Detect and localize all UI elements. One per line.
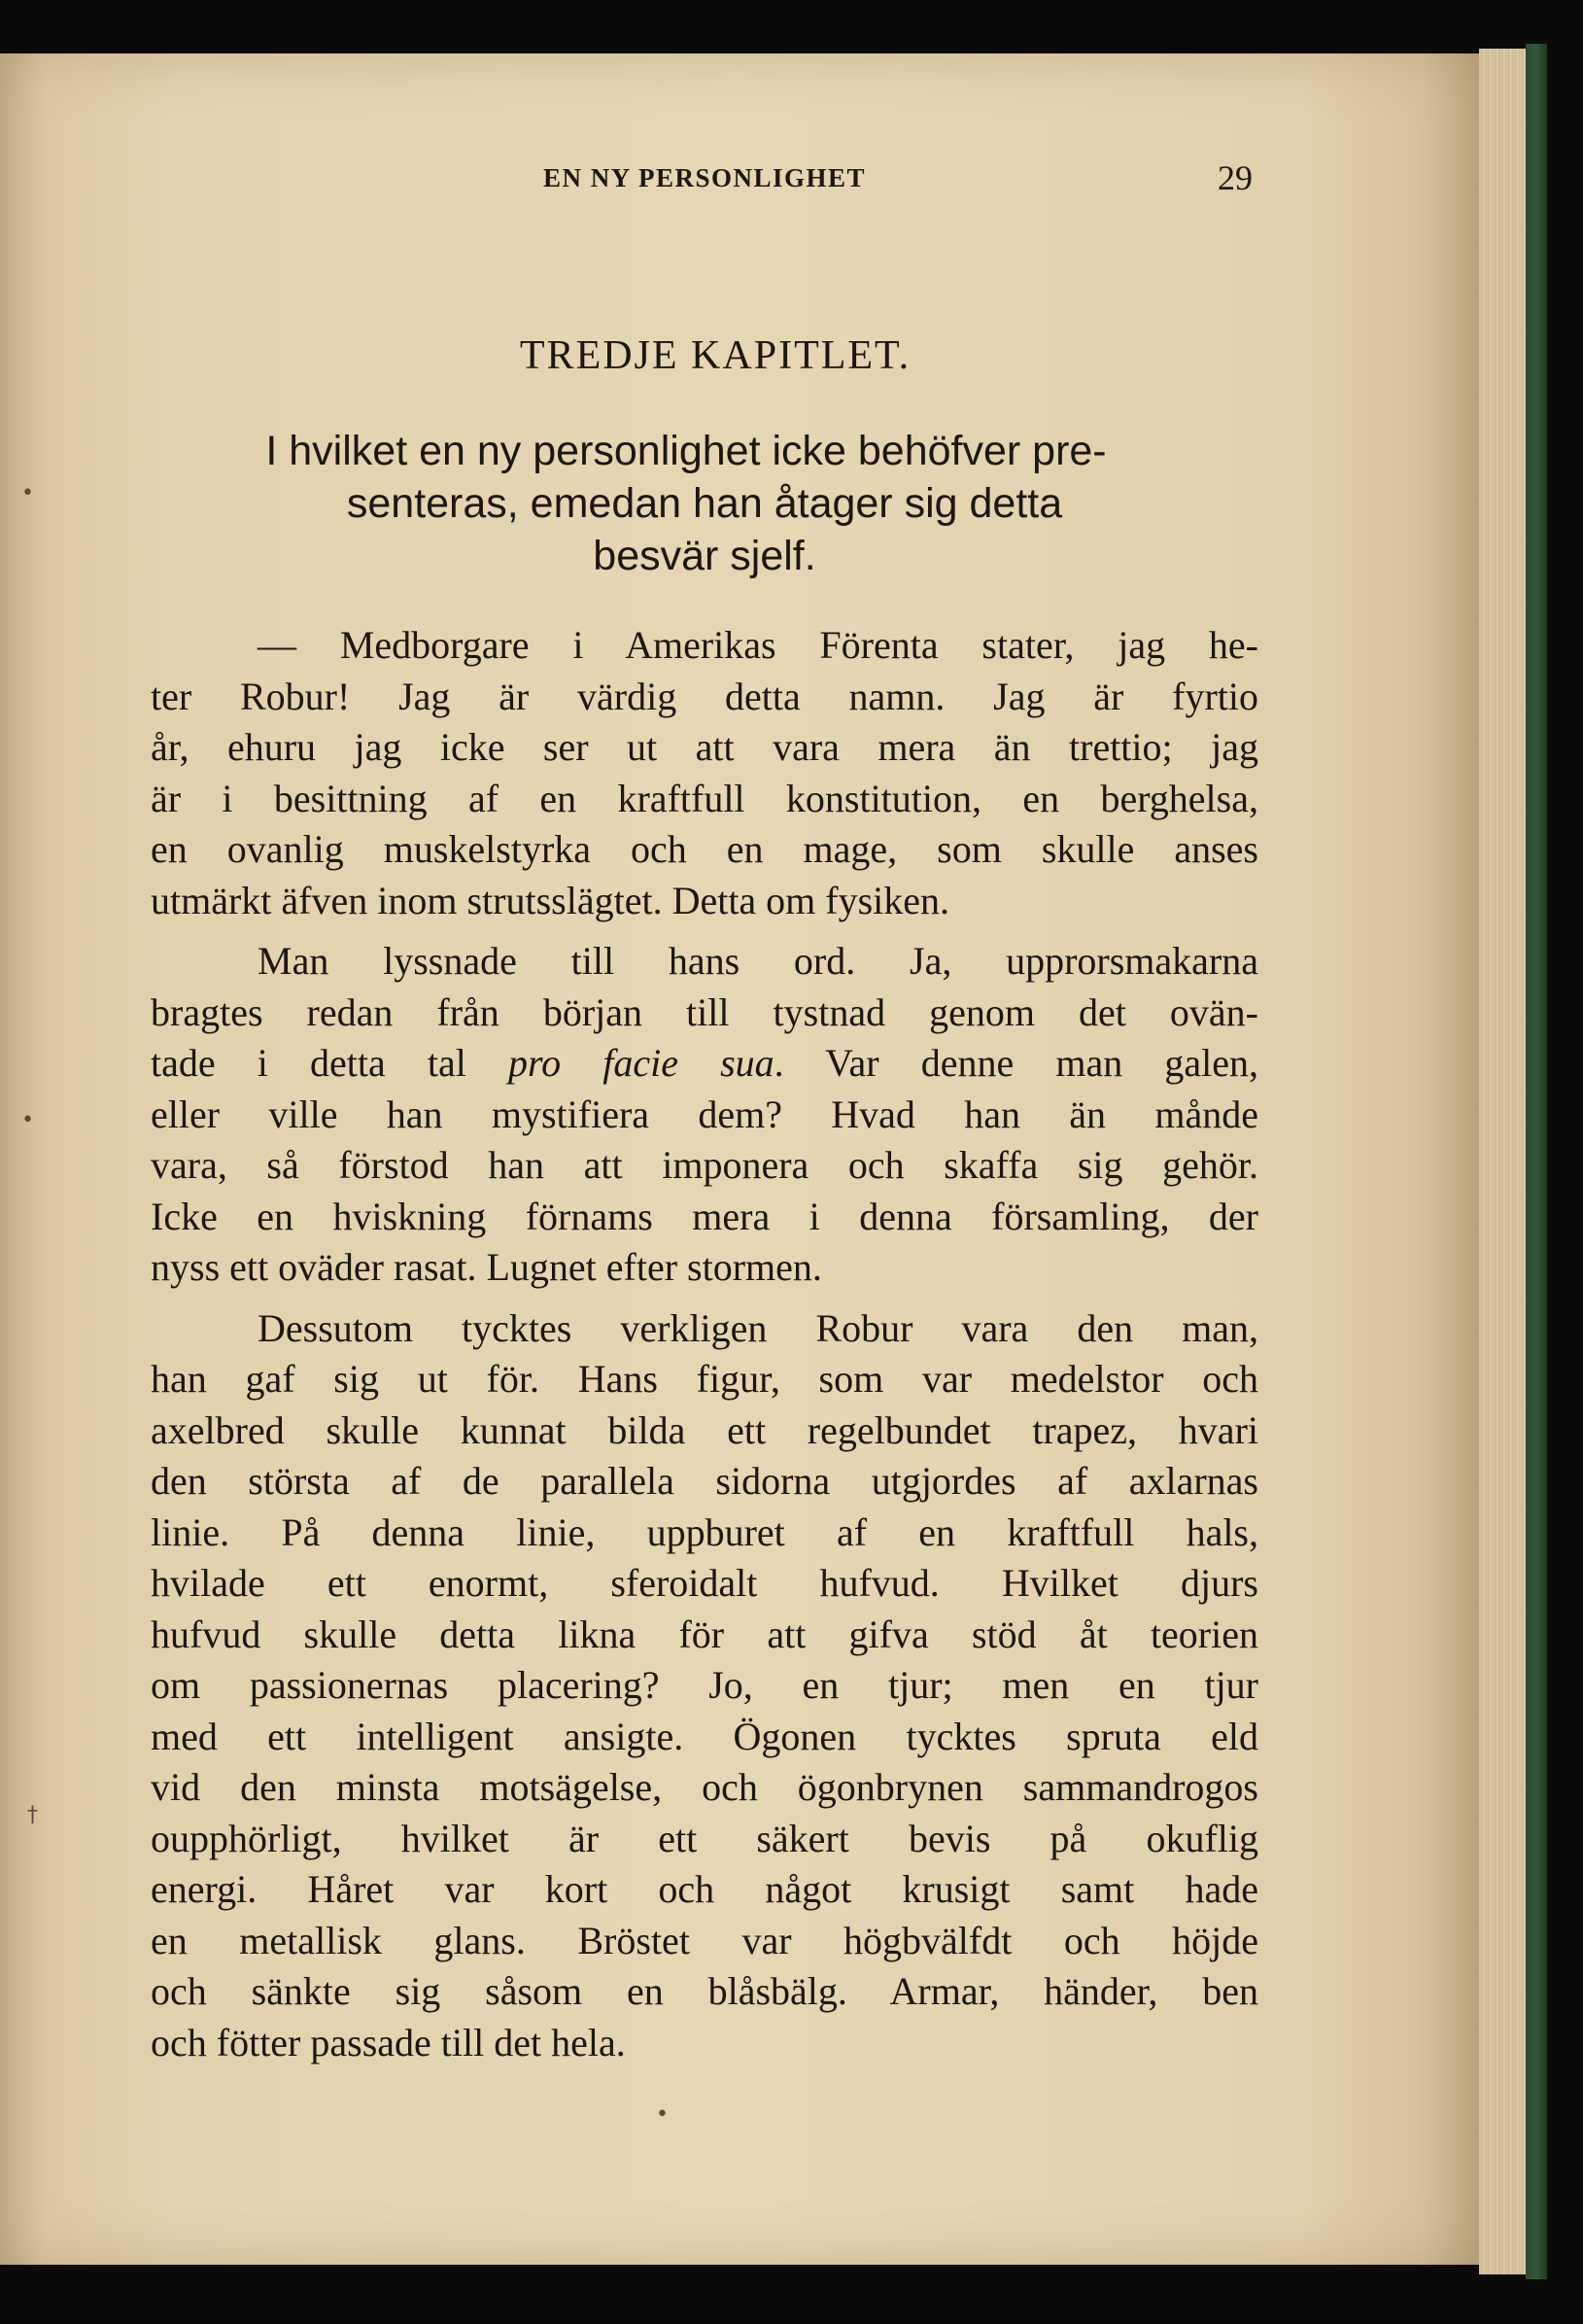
text-line: axelbred skulle kunnat bilda ett regelbundet trapez, hvari [151, 1407, 1258, 1452]
paragraph [151, 1303, 1258, 2069]
running-title: EN NY PERSONLIGHET [543, 163, 867, 192]
text-line: nyss ett oväder rasat. Lugnet efter stormen. [151, 1245, 822, 1289]
text-line: och sänkte sig såsom en blåsbälg. Armar, händer, ben [151, 1969, 1258, 2013]
text-line: ter Robur! Jag är värdig detta namn. Jag är fyrtio [151, 674, 1258, 718]
text-line: Icke en hviskning förnams mera i denna församling, der [151, 1194, 1258, 1238]
text-line: utmärkt äfven inom strutsslägtet. Detta om fysiken. [151, 878, 950, 922]
text-line: hvilade ett enormt, sferoidalt hufvud. Hvilket djurs [151, 1561, 1258, 1605]
text-line: oupphörligt, hvilket är ett säkert bevis på okuflig [151, 1816, 1258, 1860]
text-line: hufvud skulle detta likna för att gifva stöd åt teorien [151, 1612, 1258, 1656]
text-line: linie. På denna linie, uppburet af en kraftfull hals, [151, 1509, 1258, 1554]
text-line: — Medborgare i Amerikas Förenta stater, jag he- [258, 623, 1258, 667]
text-line: en metallisk glans. Bröstet var högbvälfdt och höjde [151, 1918, 1258, 1962]
text-line: år, ehuru jag icke ser ut att vara mera än trettio; jag [151, 725, 1258, 769]
summary-line: I hvilket en ny personlighet icke behöfver pre- [265, 428, 1107, 474]
text-line: vid den minsta motsägelse, och ögonbrynen sammandrogos [151, 1765, 1258, 1809]
chapter-title: TREDJE KAPITLET. [519, 333, 912, 378]
margin-speck: • [21, 481, 34, 505]
text-line: och fötter passade till det hela. [151, 2020, 626, 2064]
page-number: 29 [1218, 158, 1253, 197]
margin-speck: • [656, 2102, 669, 2127]
text-line: tade i detta tal pro facie sua. Var denne man galen, [151, 1041, 1258, 1085]
text-line: Man lyssnade till hans ord. Ja, upprorsmakarna [258, 939, 1258, 983]
paragraph [151, 620, 1258, 926]
page-edges [1479, 49, 1526, 2274]
body-text [151, 620, 1258, 2068]
text-line: med ett intelligent ansigte. Ögonen tycktes spruta eld [151, 1714, 1258, 1758]
text-line: eller ville han mystifiera dem? Hvad han än månde [151, 1092, 1258, 1136]
paragraph [151, 936, 1258, 1294]
chapter-summary [155, 425, 1254, 582]
text-line: vara, så förstod han att imponera och skaffa sig gehör. [151, 1143, 1258, 1187]
text-line: energi. Håret var kort och något krusigt samt hade [151, 1867, 1258, 1911]
text-line: den största af de parallela sidorna utgjordes af axlarnas [151, 1459, 1258, 1503]
text-line: en ovanlig muskelstyrka och en mage, som skulle anses [151, 827, 1258, 871]
latin-phrase: pro facie sua [508, 1041, 774, 1085]
summary-line: senteras, emedan han åtager sig detta [346, 480, 1063, 527]
text-line: han gaf sig ut för. Hans figur, som var medelstor och [151, 1357, 1258, 1401]
margin-speck: • [21, 1108, 34, 1132]
book-cover-edge [1526, 44, 1547, 2279]
text-line: om passionernas placering? Jo, en tjur; men en tjur [151, 1663, 1258, 1707]
margin-speck: † [27, 1803, 38, 1827]
summary-line: besvär sjelf. [593, 533, 816, 579]
text-line: bragtes redan från början till tystnad genom det ovän- [151, 989, 1258, 1034]
text-line: är i besittning af en kraftfull konstitution, en berghelsa, [151, 776, 1258, 820]
text-line: Dessutom tycktes verkligen Robur vara den man, [258, 1305, 1258, 1350]
